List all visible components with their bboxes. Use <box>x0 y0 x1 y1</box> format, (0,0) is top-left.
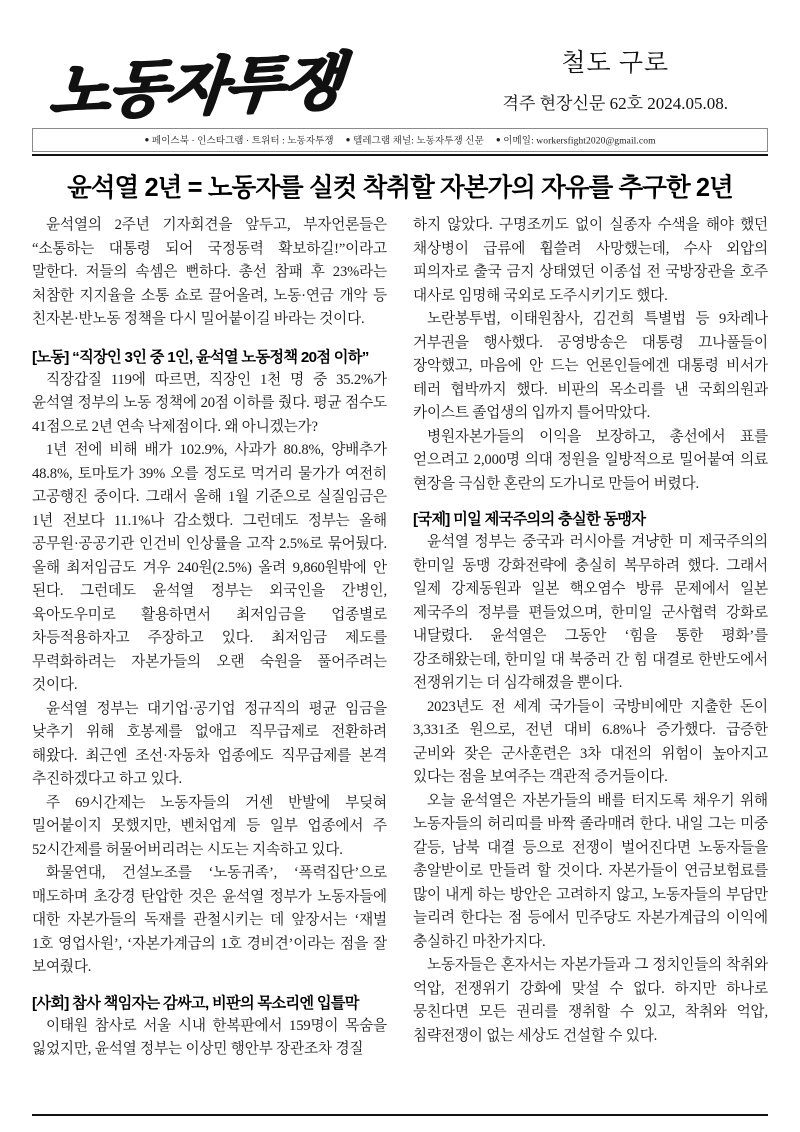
section-heading-labor: [노동] “직장인 3인 중 1인, 윤석열 노동정책 20점 이하” <box>32 348 369 366</box>
edition-name: 철도 구로 <box>561 49 670 77</box>
society-paragraph-3: 병원자본가들의 이익을 보장하고, 총선에서 표를 얻으려고 2,000명 의대 정원을 일방적으로 밀어붙여 의료 현장을 극심한 혼란의 도가니로 만들어 버렸다. <box>413 428 768 492</box>
labor-paragraph-2: 1년 전에 비해 배가 102.9%, 사과가 80.8%, 양배추가 48.8%, 토마토가 39% 오를 정도로 먹거리 물가가 여전히 고공행진 중이다. 그래서 올해 1월 기준으로 실질임금은 1년 전보다 11.1%나 감소했다. 그런데도 정부는 올해 공무원·공공기관 인건비 인상률을 고작 2.5%로 묶어뒀다. 올해 최저임금도 겨우 240원(2.5%) 올려 9,860원밖에 안 된다. 그런데도 윤석열 정부는 외국인을 간병인, 육아도우미로 활용하면서 최저임금을 업종별로 차등적용하자고 주장하고 있다. 최저임금 제도를 무력화하려는 자본가들의 오랜 숙원을 풀어주려는 것이다. <box>32 442 387 693</box>
masthead <box>32 0 768 129</box>
society-paragraph-2: 노란봉투법, 이태원참사, 김건희 특별법 등 9차례나 거부권을 행사했다. 공영방송은 대통령 끄나풀들이 장악했고, 마음에 안 드는 언론인들에겐 대통령 비서가 테러 협박까지 했다. 비판의 목소리를 낸 국회의원과 카이스트 졸업생의 입까지 틀어막았다. <box>413 311 768 421</box>
international-paragraph-4: 노동자들은 혼자서는 자본가들과 그 정치인들의 착취와 억압, 전쟁위기 강화에 맞설 수 없다. 하지만 하나로 뭉친다면 모든 권리를 쟁취할 수 있고, 착취와 억압, 침략전쟁이 없는 세상도 건설할 수 있다. <box>413 957 768 1044</box>
labor-paragraph-3: 윤석열 정부는 대기업·공기업 정규직의 평균 임금을 낮추기 위해 호봉제를 없애고 직무급제로 전환하려 해왔다. 최근엔 조선·자동차 업종에도 직무급제를 본격 추진하겠다고 하고 있다. <box>32 700 387 787</box>
section-heading-society: [사회] 참사 책임자는 감싸고, 비판의 목소리엔 입틀막 <box>32 994 359 1012</box>
bullet-icon: ● <box>495 135 501 144</box>
main-headline: 윤석열 2년 = 노동자를 실컷 착취할 자본가의 자유를 추구한 2년 <box>67 174 733 202</box>
page-bottom-rule <box>32 1114 768 1116</box>
masthead-meta <box>503 50 768 119</box>
edition-issue-date: 격주 현장신문 62호 2024.05.08. <box>502 94 728 113</box>
bullet-icon: ● <box>144 135 150 144</box>
intro-paragraph: 윤석열의 2주년 기자회견을 앞두고, 부자언론들은 “소통하는 대통령 되어 국정동력 확보하길!”이라고 말한다. 저들의 속셈은 뻔하다. 총선 참패 후 23%라는 처참한 지지율을 소통 쇼로 끌어올려, 노동·연금 개악 등 친자본·반노동 정책을 다시 밀어붙이길 바라는 것이다. <box>32 217 387 327</box>
international-paragraph-2: 2023년도 전 세계 국가들이 국방비에만 지출한 돈이 3,331조 원으로, 전년 대비 6.8%나 증가했다. 급증한 군비와 잦은 군사훈련은 3차 대전의 위험이 높아지고 있다는 점을 보여주는 객관적 증거들이다. <box>413 698 768 785</box>
right-column <box>413 214 768 1099</box>
labor-paragraph-5: 화물연대, 건설노조를 ‘노동귀족’, ‘폭력집단’으로 매도하며 초강경 탄압한 것은 윤석열 정부가 노동자들에 대한 자본가들의 독재를 관철시키는 데 앞장서는 ‘재벌 1호 영업사원’, ‘자본가계급의 1호 경비견’이라는 점을 잘 보여줬다. <box>32 865 387 975</box>
social-accounts-label: 페이스북 · 인스타그램 · 트위터 : 노동자투쟁 <box>151 136 334 147</box>
article-columns <box>32 214 768 1099</box>
international-paragraph-3: 오늘 윤석열은 자본가들의 배를 터지도록 채우기 위해 노동자들의 허리띠를 바짝 졸라매려 한다. 내일 그는 미중 갈등, 남북 대결 등으로 전쟁이 벌어진다면 노동자들을 총알받이로 만들려 할 것이다. 자본가들이 연금보험료를 많이 내게 하는 방안은 고려하지 않고, 노동자들의 부담만 늘리려 한다는 점 등에서 민주당도 자본가계급의 이익에 충실하긴 마찬가지다. <box>413 792 768 950</box>
labor-paragraph-1: 직장갑질 119에 따르면, 직장인 1천 명 중 35.2%가 윤석열 정부의 노동 정책에 20점 이하를 줬다. 평균 점수도 41점으로 2년 연속 낙제점이다. 왜 아니겠는가? <box>32 371 387 435</box>
contact-bar <box>32 128 768 152</box>
labor-paragraph-4: 주 69시간제는 노동자들의 거센 반발에 부딪혀 밀어붙이지 못했지만, 벤처업계 등 일부 업종에서 주 52시간제를 허물어버리려는 시도는 지속하고 있다. <box>32 794 387 858</box>
society-paragraph-1-continued: 하지 않았다. 구명조끼도 없이 실종자 수색을 해야 했던 채상병이 급류에 휩쓸려 사망했는데, 수사 외압의 피의자로 출국 금지 상태였던 이종섭 전 국방장관을 호주 대사로 임명해 국외로 도주시키기도 했다. <box>413 217 768 304</box>
bullet-icon: ● <box>345 135 351 144</box>
masthead-logo <box>32 44 344 129</box>
international-paragraph-1: 윤석열 정부는 중국과 러시아를 겨냥한 미 제국주의의 한미일 동맹 강화전략에 충실히 복무하려 했다. 그래서 일제 강제동원과 일본 핵오염수 방류 문제에서 일본 제국주의 정부를 편들었으며, 한미일 군사협력 강화로 내달렸다. 윤석열은 그동안 ‘힘을 통한 평화’를 강조해왔는데, 한미일 대 북중러 간 힘 대결로 한반도에서 전쟁위기는 더 심각해졌을 뿐이다. <box>413 534 768 691</box>
left-column <box>32 214 387 1099</box>
telegram-channel-label: 텔레그램 채널: 노동자투쟁 신문 <box>353 136 484 147</box>
section-heading-international: [국제] 미일 제국주의의 충실한 동맹자 <box>413 511 646 528</box>
society-paragraph-1-start: 이태원 참사로 서울 시내 한복판에서 159명이 목숨을 잃었지만, 윤석열 정부는 이상민 행안부 장관조차 경질 <box>32 1017 387 1057</box>
newspaper-title-calligraphy: 노동자투쟁 <box>46 44 344 129</box>
email-label: 이메일: workersfight2020@gmail.com <box>503 136 656 147</box>
masthead-divider-rule <box>32 154 768 156</box>
